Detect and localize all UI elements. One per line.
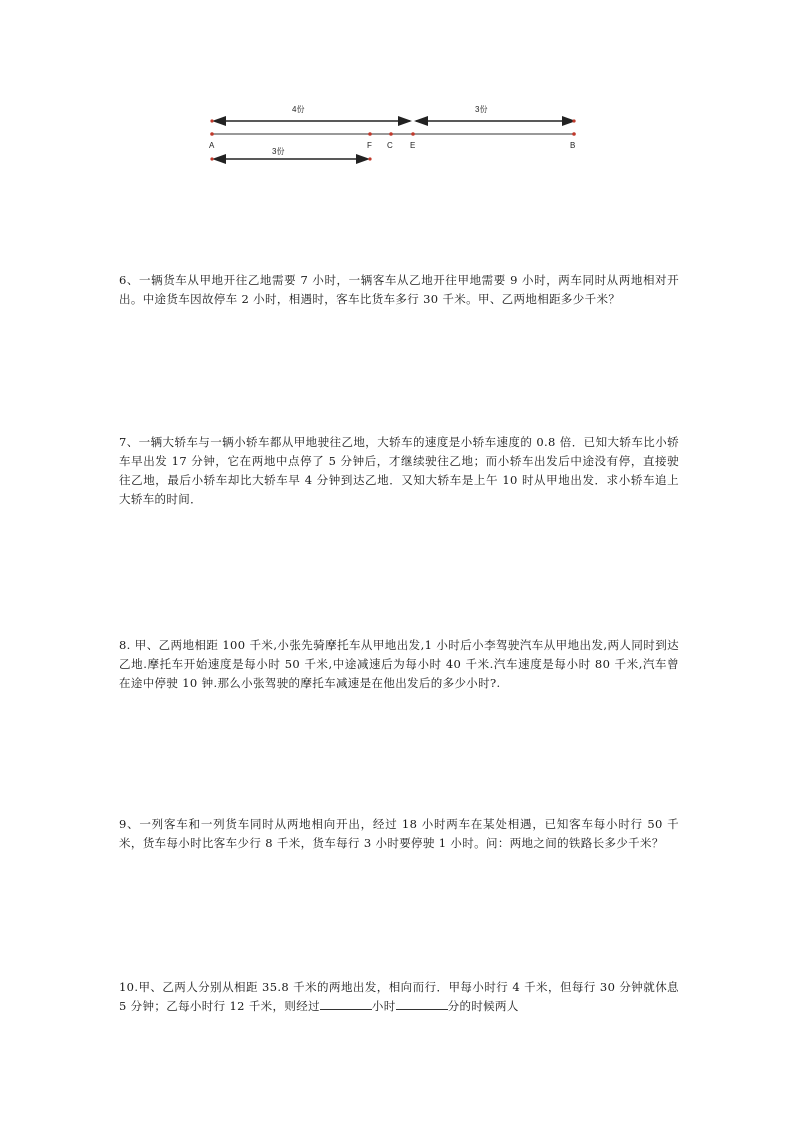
- problem-10-text: [119, 978, 679, 1016]
- arrow-end-dot-bottom-right: [368, 157, 371, 160]
- label-3-parts-right: 3份: [475, 105, 488, 114]
- hours-answer-blank[interactable]: [320, 997, 372, 1010]
- problem-10-part3: 分的时候两人: [447, 999, 519, 1013]
- arrow-4-parts: [212, 116, 412, 126]
- problem-6-text: 6、一辆货车从甲地开往乙地需要 7 小时，一辆客车从乙地开往甲地需要 9 小时，两车同时从两地相对开出。中途货车因故停车 2 小时，相遇时，客车比货车多行 30 千米。甲、乙两地相距多少千米？: [119, 273, 679, 306]
- point-c-dot: [389, 132, 393, 136]
- point-label-a: A: [209, 141, 215, 150]
- point-a-dot: [210, 132, 214, 136]
- problem-8-text: 8. 甲、乙两地相距 100 千米,小张先骑摩托车从甲地出发,1 小时后小李驾驶汽车从甲地出发,两人同时到达乙地.摩托车开始速度是每小时 50 千米,中途减速后为每小时 40 千米.汽车速度是每小时 80 千米,汽车曾在途中停驶 10 钟.那么小张驾驶的摩托车减速是在他出发后的多少小时?.: [119, 638, 679, 690]
- problem-10-part1: 10.甲、乙两人分别从相距 35.8 千米的两地出发，相向而行．甲每小时行 4 千米，但每行 30 分钟就休息 5 分钟；乙每小时行 12 千米，则经过: [119, 980, 679, 1013]
- arrow-end-dot-top-left: [210, 119, 213, 122]
- arrow-end-dot-top-right: [572, 119, 575, 122]
- point-b-dot: [572, 132, 576, 136]
- point-label-f: F: [367, 141, 372, 150]
- point-label-b: B: [570, 141, 576, 150]
- label-4-parts: 4份: [292, 105, 305, 114]
- point-label-c: C: [387, 141, 393, 150]
- segment-diagram: [0, 0, 794, 200]
- problem-7-text: 7、一辆大轿车与一辆小轿车都从甲地驶往乙地，大轿车的速度是小轿车速度的 0.8 倍．已知大轿车比小轿车早出发 17 分钟，它在两地中点停了 5 分钟后，才继续驶往乙地；而小轿车出发后中途没有停，直接驶往乙地，最后小轿车却比大轿车早 4 分钟到达乙地．又知大轿车是上午 10 时从甲地出发．求小轿车追上大轿车的时间．: [119, 435, 679, 506]
- problem-10-part2: 小时: [371, 999, 396, 1013]
- point-e-dot: [411, 132, 415, 136]
- point-f-dot: [368, 132, 372, 136]
- arrow-3-parts-right: [414, 116, 576, 126]
- arrow-end-dot-bottom-left: [210, 157, 213, 160]
- point-label-e: E: [410, 141, 416, 150]
- problem-9-text: 9、一列客车和一列货车同时从两地相向开出，经过 18 小时两车在某处相遇，已知客车每小时行 50 千米，货车每小时比客车少行 8 千米，货车每行 3 小时要停驶 1 小时。问：两地之间的铁路长多少千米？: [119, 817, 679, 850]
- label-3-parts-bottom: 3份: [272, 147, 285, 156]
- minutes-answer-blank[interactable]: [396, 997, 448, 1010]
- arrow-3-parts-bottom: [212, 154, 370, 164]
